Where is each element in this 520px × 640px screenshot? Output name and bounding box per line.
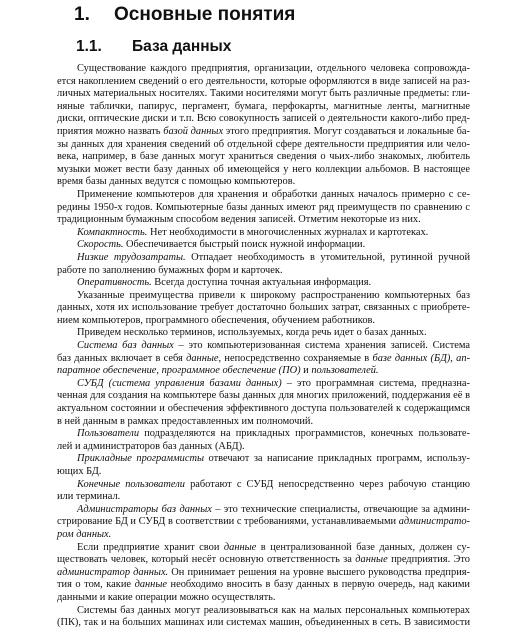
text-line: зы данных для хранения сведений об отдельной сфере деятельности предприятия или чело- [57, 138, 470, 150]
text-line: баз данных включает в себя данные, непосредственно сохраняемые в базе данных (БД), ап- [57, 352, 471, 364]
text-line: Скорость. Обеспечивается быстрый поиск нужной информации. [77, 239, 366, 251]
text-line: Оперативность. Всегда доступна точная актуальная информация. [77, 277, 372, 289]
text-line: Конечные пользователи работают с СУБД непосредственно через рабочую станцию [77, 478, 470, 490]
text-line: Применение компьютеров для хранения и обработки данных началось примерно с се- [77, 188, 470, 200]
text-line: паратное обеспечение, программное обеспечение (ПО) и пользователей. [57, 365, 379, 377]
text-line: Пользователи подразделяются на прикладных программистов, конечных пользовате- [77, 428, 470, 440]
paragraph [57, 340, 470, 378]
paragraph [57, 327, 470, 340]
section-title: База данных [132, 38, 232, 55]
text-line: в ней данным в рамках предоставленных им полномочий. [57, 415, 314, 427]
body-text [57, 63, 470, 630]
text-line: ется накоплением сведений о его деятельности, которые оформляются в виде записей на раз- [57, 75, 470, 87]
text-line: (ПК), так и на больших машинах или системах машин, объединенных в сеть. В зависимости [57, 617, 470, 629]
text-line: Если предприятие хранит свои данные в централизованной базе данных, должен су- [77, 541, 470, 553]
text-line: ющих БД. [57, 466, 102, 477]
paragraph [57, 277, 470, 290]
text-line: приятия можно назвать базой данных этого предприятия. Могут создаваться и локальные ба- [57, 125, 470, 137]
section-heading [76, 38, 231, 56]
paragraph [57, 428, 470, 453]
text-line: тия о том, какие данные необходимо вносить в базу данных в первую очередь, над какими [57, 579, 470, 591]
paragraph [57, 239, 470, 252]
text-line: Администраторы баз данных – это технические специалисты, отвечающие за админи- [77, 503, 470, 515]
paragraph [57, 479, 470, 504]
text-line: время базы данных ведутся с помощью компьютеров. [57, 176, 296, 188]
text-line: личных материальных носителях. Такими носителями могут быть различные предметы: гли- [57, 88, 470, 100]
chapter-title: Основные понятия [114, 4, 296, 25]
paragraph [57, 252, 470, 277]
text-line: актуальном состоянии и обеспечения эффективного доступа пользователей к содержащимся [57, 403, 470, 415]
text-line: Системы баз данных могут реализовываться как на малых персональных компьютерах [77, 604, 470, 616]
text-line: СУБД (система управления базами данных) – это программная система, предназна- [77, 377, 470, 389]
paragraph [57, 542, 470, 605]
paragraph [57, 378, 470, 428]
text-line: редины 1950-х годов. Компьютерные базы данных имеют ряд преимуществ по сравнению с [57, 201, 470, 213]
text-line: администратор данных. Он принимает решения на уровне высшего руководства предприя- [57, 566, 470, 578]
text-line: Прикладные программисты отвечают за написание прикладных программ, использу- [77, 453, 470, 465]
text-line: няные таблички, папирус, пергамент, бумага, перфокарты, магнитные ленты, магнитные [57, 100, 470, 112]
section-number: 1.1. [76, 38, 102, 55]
text-line: Компактность. Нет необходимости в многочисленных журналах и картотеках. [77, 226, 429, 238]
paragraph [57, 290, 470, 328]
paragraph [57, 189, 470, 227]
text-line: Указанные преимущества привели к широкому распространению компьютерных баз [77, 289, 470, 301]
text-line: Система баз данных – это компьютеризованная система хранения записей. Система [77, 340, 470, 352]
paragraph [57, 504, 470, 542]
text-line: или терминал. [57, 491, 121, 503]
text-line: музыки может вести базу данных об имеющейся у него коллекции альбомов. В настоящее [57, 163, 470, 175]
chapter-number: 1. [74, 4, 90, 25]
text-line: ществовать человек, который несёт основную ответственность за данные предприятия. Это [57, 554, 471, 566]
paragraph [57, 453, 470, 478]
text-line: века, например, в базе данных могут храниться сведения о чьих-либо знакомых, любитель [57, 151, 470, 163]
text-line: ром данных. [57, 528, 112, 540]
text-line: Низкие трудозатраты. Отпадает необходимость в утомительной, рутинной ручной [77, 251, 471, 263]
text-line: данных, хотя их использование требует достаточно больших затрат, связанных с приобрете- [57, 302, 470, 314]
chapter-heading [74, 4, 295, 26]
text-line: ченная для создания на компьютере базы данных для многих приложений, поддержания её в [57, 390, 470, 402]
text-line: диски, оптические диски и т.п. Всю совокупность записей о деятельности какого-либо пред- [57, 113, 470, 125]
text-line: Существование каждого предприятия, организации, отдельного человека сопровожда- [77, 63, 470, 74]
paragraph [57, 227, 470, 240]
text-line: нием компьютеров, программного обеспечения, обучением работников. [57, 314, 376, 326]
text-line: работе по заполнению бумажных форм и карточек. [57, 264, 283, 276]
text-line: традиционным бумажным способом ведения записей. Отметим некоторые из них. [57, 214, 421, 226]
text-line: данными и какие операции можно осуществлять. [57, 591, 276, 603]
paragraph [57, 605, 470, 630]
text-line: стрирование БД и СУБД в соответствии с требованиями, устанавливаемыми администрато- [57, 516, 470, 528]
text-line: Приведем несколько терминов, используемых, когда речь идет о базах данных. [77, 327, 427, 339]
text-line: лей и администраторов баз данных (АБД). [57, 440, 245, 452]
paragraph [57, 63, 470, 189]
